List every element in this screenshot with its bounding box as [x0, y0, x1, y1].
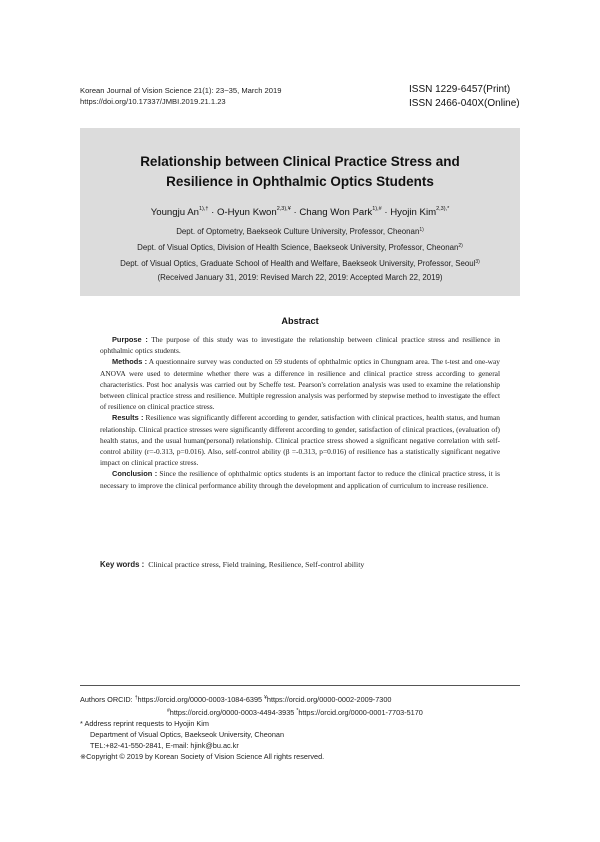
- orcid-link[interactable]: https://orcid.org/0000-0002-2009-7300: [266, 695, 392, 704]
- affiliation-text: Dept. of Visual Optics, Graduate School of Health and Welfare, Baekseok University, Professor, Seoul: [120, 259, 476, 268]
- footnotes: [80, 693, 520, 762]
- author-affil-mark: 2,3),*: [436, 206, 450, 212]
- keywords-label: Key words :: [100, 560, 145, 569]
- affiliation-list: [80, 223, 520, 271]
- abstract-heading: Abstract: [281, 316, 319, 326]
- orcid-mark: †: [134, 695, 138, 701]
- orcid-mark: *: [296, 707, 299, 714]
- affiliation-text: Dept. of Visual Optics, Division of Health Science, Baekseok University, Professor, Cheonan: [137, 243, 459, 252]
- issn-online: ISSN 2466-040X(Online): [409, 98, 520, 109]
- issn-print: ISSN 1229-6457(Print): [409, 84, 511, 95]
- paragraph-text: Since the resilience of ophthalmic optics students is an important factor to reduce the clinical practice stress, it is necessary to improve the clinical performance ability through the development and application of curriculum to increase resilience.: [100, 469, 500, 490]
- footnote-divider: [80, 685, 520, 686]
- abstract-body: [100, 334, 500, 491]
- author-list: [80, 206, 520, 218]
- author-affil-mark: 1),#: [372, 206, 382, 212]
- journal-citation: Korean Journal of Vision Science 21(1): 23~35, March 2019: [80, 86, 282, 95]
- paper-title: [80, 152, 520, 192]
- submission-dates: (Received January 31, 2019: Revised March 22, 2019: Accepted March 22, 2019): [157, 273, 443, 282]
- affiliation-mark: 3): [475, 259, 480, 265]
- orcid-line: [80, 693, 520, 706]
- orcid-mark: #: [167, 707, 170, 714]
- paragraph-label: Purpose :: [112, 335, 148, 344]
- copyright-notice: ※Copyright © 2019 by Korean Society of Vision Science All rights reserved.: [80, 751, 325, 761]
- affiliation: [80, 223, 520, 239]
- keywords-value: Clinical practice stress, Field training, Resilience, Self-control ability: [148, 560, 365, 569]
- orcid-link[interactable]: https://orcid.org/0000-0003-1084-6395: [137, 695, 263, 704]
- orcid-line: [80, 706, 520, 719]
- abstract-paragraph: [100, 334, 500, 356]
- orcid-link[interactable]: https://orcid.org/0000-0001-7703-5170: [298, 707, 423, 717]
- author-separator: ·: [384, 207, 388, 218]
- title-block: [80, 128, 520, 296]
- paragraph-label: Methods :: [112, 357, 148, 367]
- author-separator: ·: [211, 207, 215, 218]
- abstract-paragraph: [100, 356, 500, 412]
- title-line-1: Relationship between Clinical Practice Stress and: [140, 154, 460, 169]
- paragraph-text: The purpose of this study was to investigate the relationship between clinical practice stress and resilience in ophthalmic optics students.: [100, 335, 500, 356]
- paragraph-text: Resilience was significantly different according to gender, satisfaction with clinical practices, health status, and human relationship. Clinical practice stresses were significantly different according to gender, satisfaction of clinical practices, (evaluation of) health status, and the usual human(personal) relationship. Clinical practice stress showed a significant negative correlation with self-control ability (r=-0.313, p=0.016). Also, self-control ability (β =-0.313, p=0.016) of resilience has a statistically significant negative impact on clinical practice stress.: [100, 413, 500, 468]
- paragraph-label: Conclusion :: [112, 469, 158, 479]
- doi-link[interactable]: https://doi.org/10.17337/JMBI.2019.21.1.23: [80, 97, 226, 106]
- affiliation: [80, 239, 520, 255]
- reprint-line: * Address reprint requests to Hyojin Kim: [80, 718, 209, 728]
- author-name: O-Hyun Kwon: [216, 207, 277, 218]
- author-affil-mark: 1),†: [198, 206, 209, 212]
- abstract-paragraph: [100, 412, 500, 468]
- paragraph-label: Results :: [112, 413, 144, 423]
- issn-block: [409, 83, 520, 111]
- affiliation-mark: 2): [458, 243, 463, 249]
- orcid-label: Authors ORCID:: [80, 695, 133, 704]
- author-affil-mark: 2,3),¥: [276, 206, 291, 212]
- author-name: Hyojin Kim: [390, 207, 437, 218]
- affiliation: [80, 255, 520, 271]
- author-separator: ·: [293, 207, 297, 218]
- author-name: Youngju An: [150, 207, 199, 218]
- orcid-link[interactable]: https://orcid.org/0000-0003-4494-3935: [169, 707, 295, 717]
- paragraph-text: A questionnaire survey was conducted on 59 students of ophthalmic optics in Chungnam area. The t-test and one-way ANOVA were used to determine whether there was a difference in resilience and clinical practice stress according to general characteristics. Post hoc analysis was carried out by Scheffe test. Pearson's correlation analysis was used to examine the relationship between clinical practice stress and resilience. Multiple regression analysis was performed by stepwise method to investigate the effect of resilience on clinical practice stress.: [100, 357, 500, 412]
- journal-header: [80, 85, 281, 107]
- abstract-paragraph: [100, 468, 500, 490]
- affiliation-mark: 1): [419, 227, 424, 233]
- reprint-address: Department of Visual Optics, Baekseok University, Cheonan: [90, 729, 285, 739]
- affiliation-text: Dept. of Optometry, Baekseok Culture University, Professor, Cheonan: [176, 227, 420, 236]
- keywords: [100, 560, 500, 569]
- orcid-mark: ¥: [264, 695, 267, 701]
- title-line-2: Resilience in Ophthalmic Optics Students: [166, 174, 434, 189]
- author-name: Chang Won Park: [299, 207, 373, 218]
- reprint-contact: TEL:+82-41-550-2841, E-mail: hjink@bu.ac.kr: [90, 740, 239, 750]
